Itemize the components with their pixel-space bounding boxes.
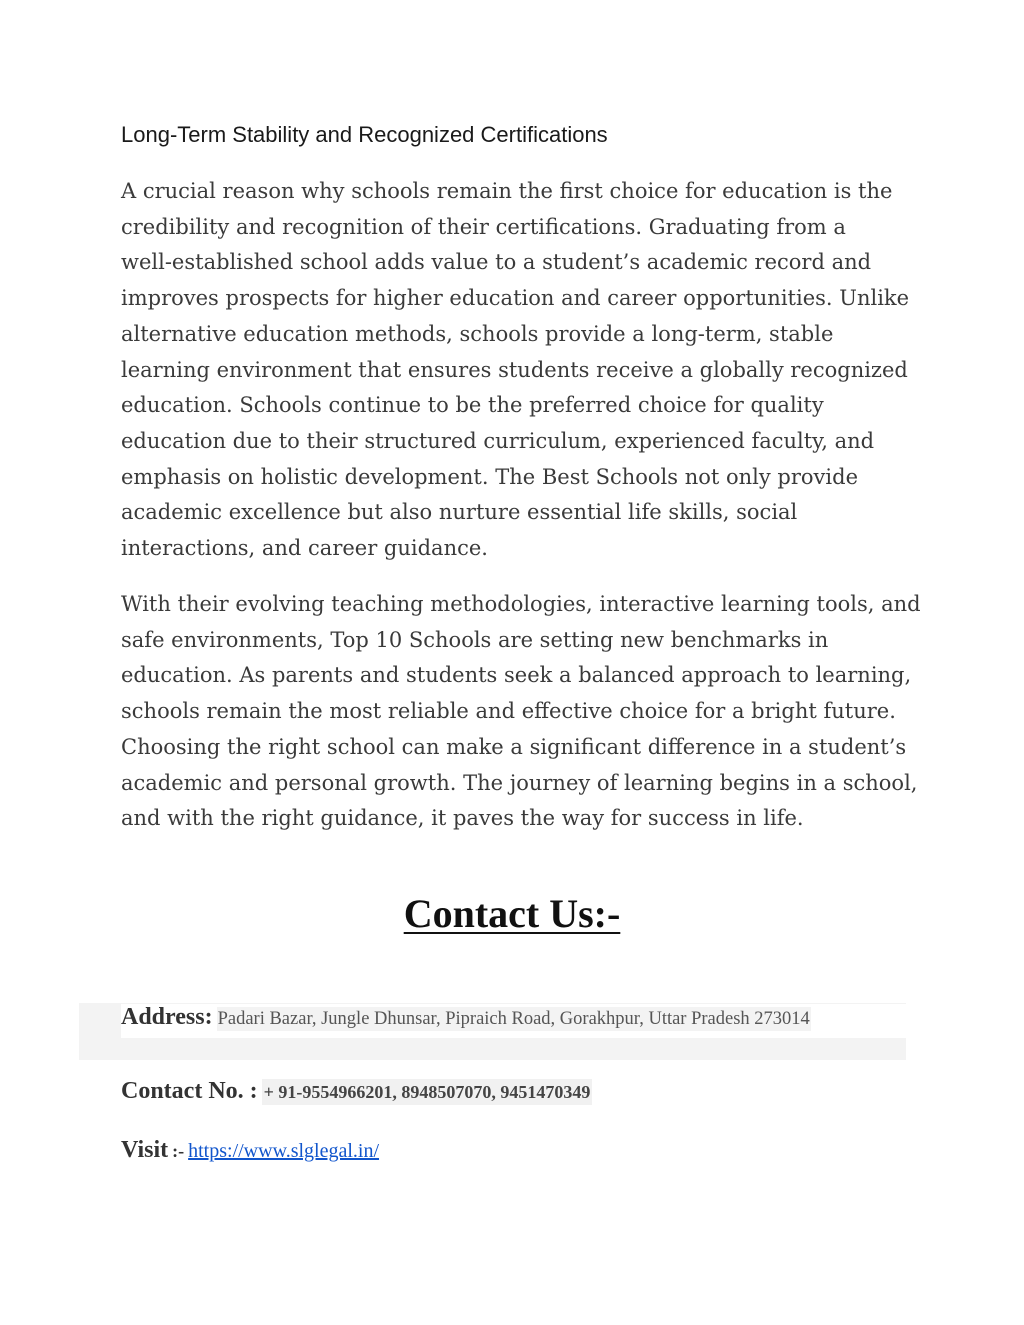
visit-label: Visit xyxy=(121,1137,169,1163)
paragraph-line: With their evolving teaching methodologies, interactive learning tools, and xyxy=(121,592,921,616)
paragraph-line: schools remain the most reliable and effective choice for a bright future. xyxy=(121,699,896,724)
visit-row xyxy=(121,1137,379,1164)
phone-label: Contact No. : xyxy=(121,1078,258,1104)
paragraph-line: and with the right guidance, it paves the way for success in life. xyxy=(121,806,804,831)
address-label: Address: xyxy=(121,1004,213,1030)
paragraph-line: education. As parents and students seek a balanced approach to learning, xyxy=(121,663,912,688)
paragraph-line: education due to their structured curriculum, experienced faculty, and xyxy=(121,428,875,453)
paragraph-line: A crucial reason why schools remain the first choice for education is the xyxy=(121,179,893,203)
paragraph-line: Choosing the right school can make a significant difference in a student’s xyxy=(121,734,907,759)
section-heading: Long-Term Stability and Recognized Certifications xyxy=(121,122,608,147)
paragraph-line: academic excellence but also nurture essential life skills, social xyxy=(121,500,798,525)
paragraph-line: emphasis on holistic development. The Best Schools not only provide xyxy=(121,464,858,489)
paragraph-conclusion xyxy=(121,587,921,837)
paragraph-line: education. Schools continue to be the preferred choice for quality xyxy=(121,393,824,418)
paragraph-line: interactions, and career guidance. xyxy=(121,536,488,561)
paragraph-line: well-established school adds value to a student’s academic record and xyxy=(121,250,872,275)
address-value: Padari Bazar, Jungle Dhunsar, Pipraich Road, Gorakhpur, Uttar Pradesh 273014 xyxy=(217,1009,810,1029)
visit-separator: :- xyxy=(172,1141,185,1161)
paragraph-line: improves prospects for higher education and career opportunities. Unlike xyxy=(121,286,910,311)
address-row xyxy=(121,1004,907,1038)
website-link[interactable]: https://www.slglegal.in/ xyxy=(188,1140,380,1162)
paragraph-line: academic and personal growth. The journey of learning begins in a school, xyxy=(121,770,918,795)
paragraph-line: alternative education methods, schools provide a long-term, stable xyxy=(121,321,834,346)
contact-title xyxy=(0,890,1024,937)
paragraph-line: safe environments, Top 10 Schools are setting new benchmarks in xyxy=(121,627,829,652)
contact-title-text: Contact Us:- xyxy=(403,891,621,936)
phone-value: + 91-9554966201, 8948507070, 9451470349 xyxy=(262,1079,593,1105)
paragraph-certifications xyxy=(121,174,921,567)
paragraph-line: learning environment that ensures students receive a globally recognized xyxy=(121,357,908,382)
phone-row xyxy=(121,1078,592,1105)
paragraph-line: credibility and recognition of their certifications. Graduating from a xyxy=(121,214,846,239)
